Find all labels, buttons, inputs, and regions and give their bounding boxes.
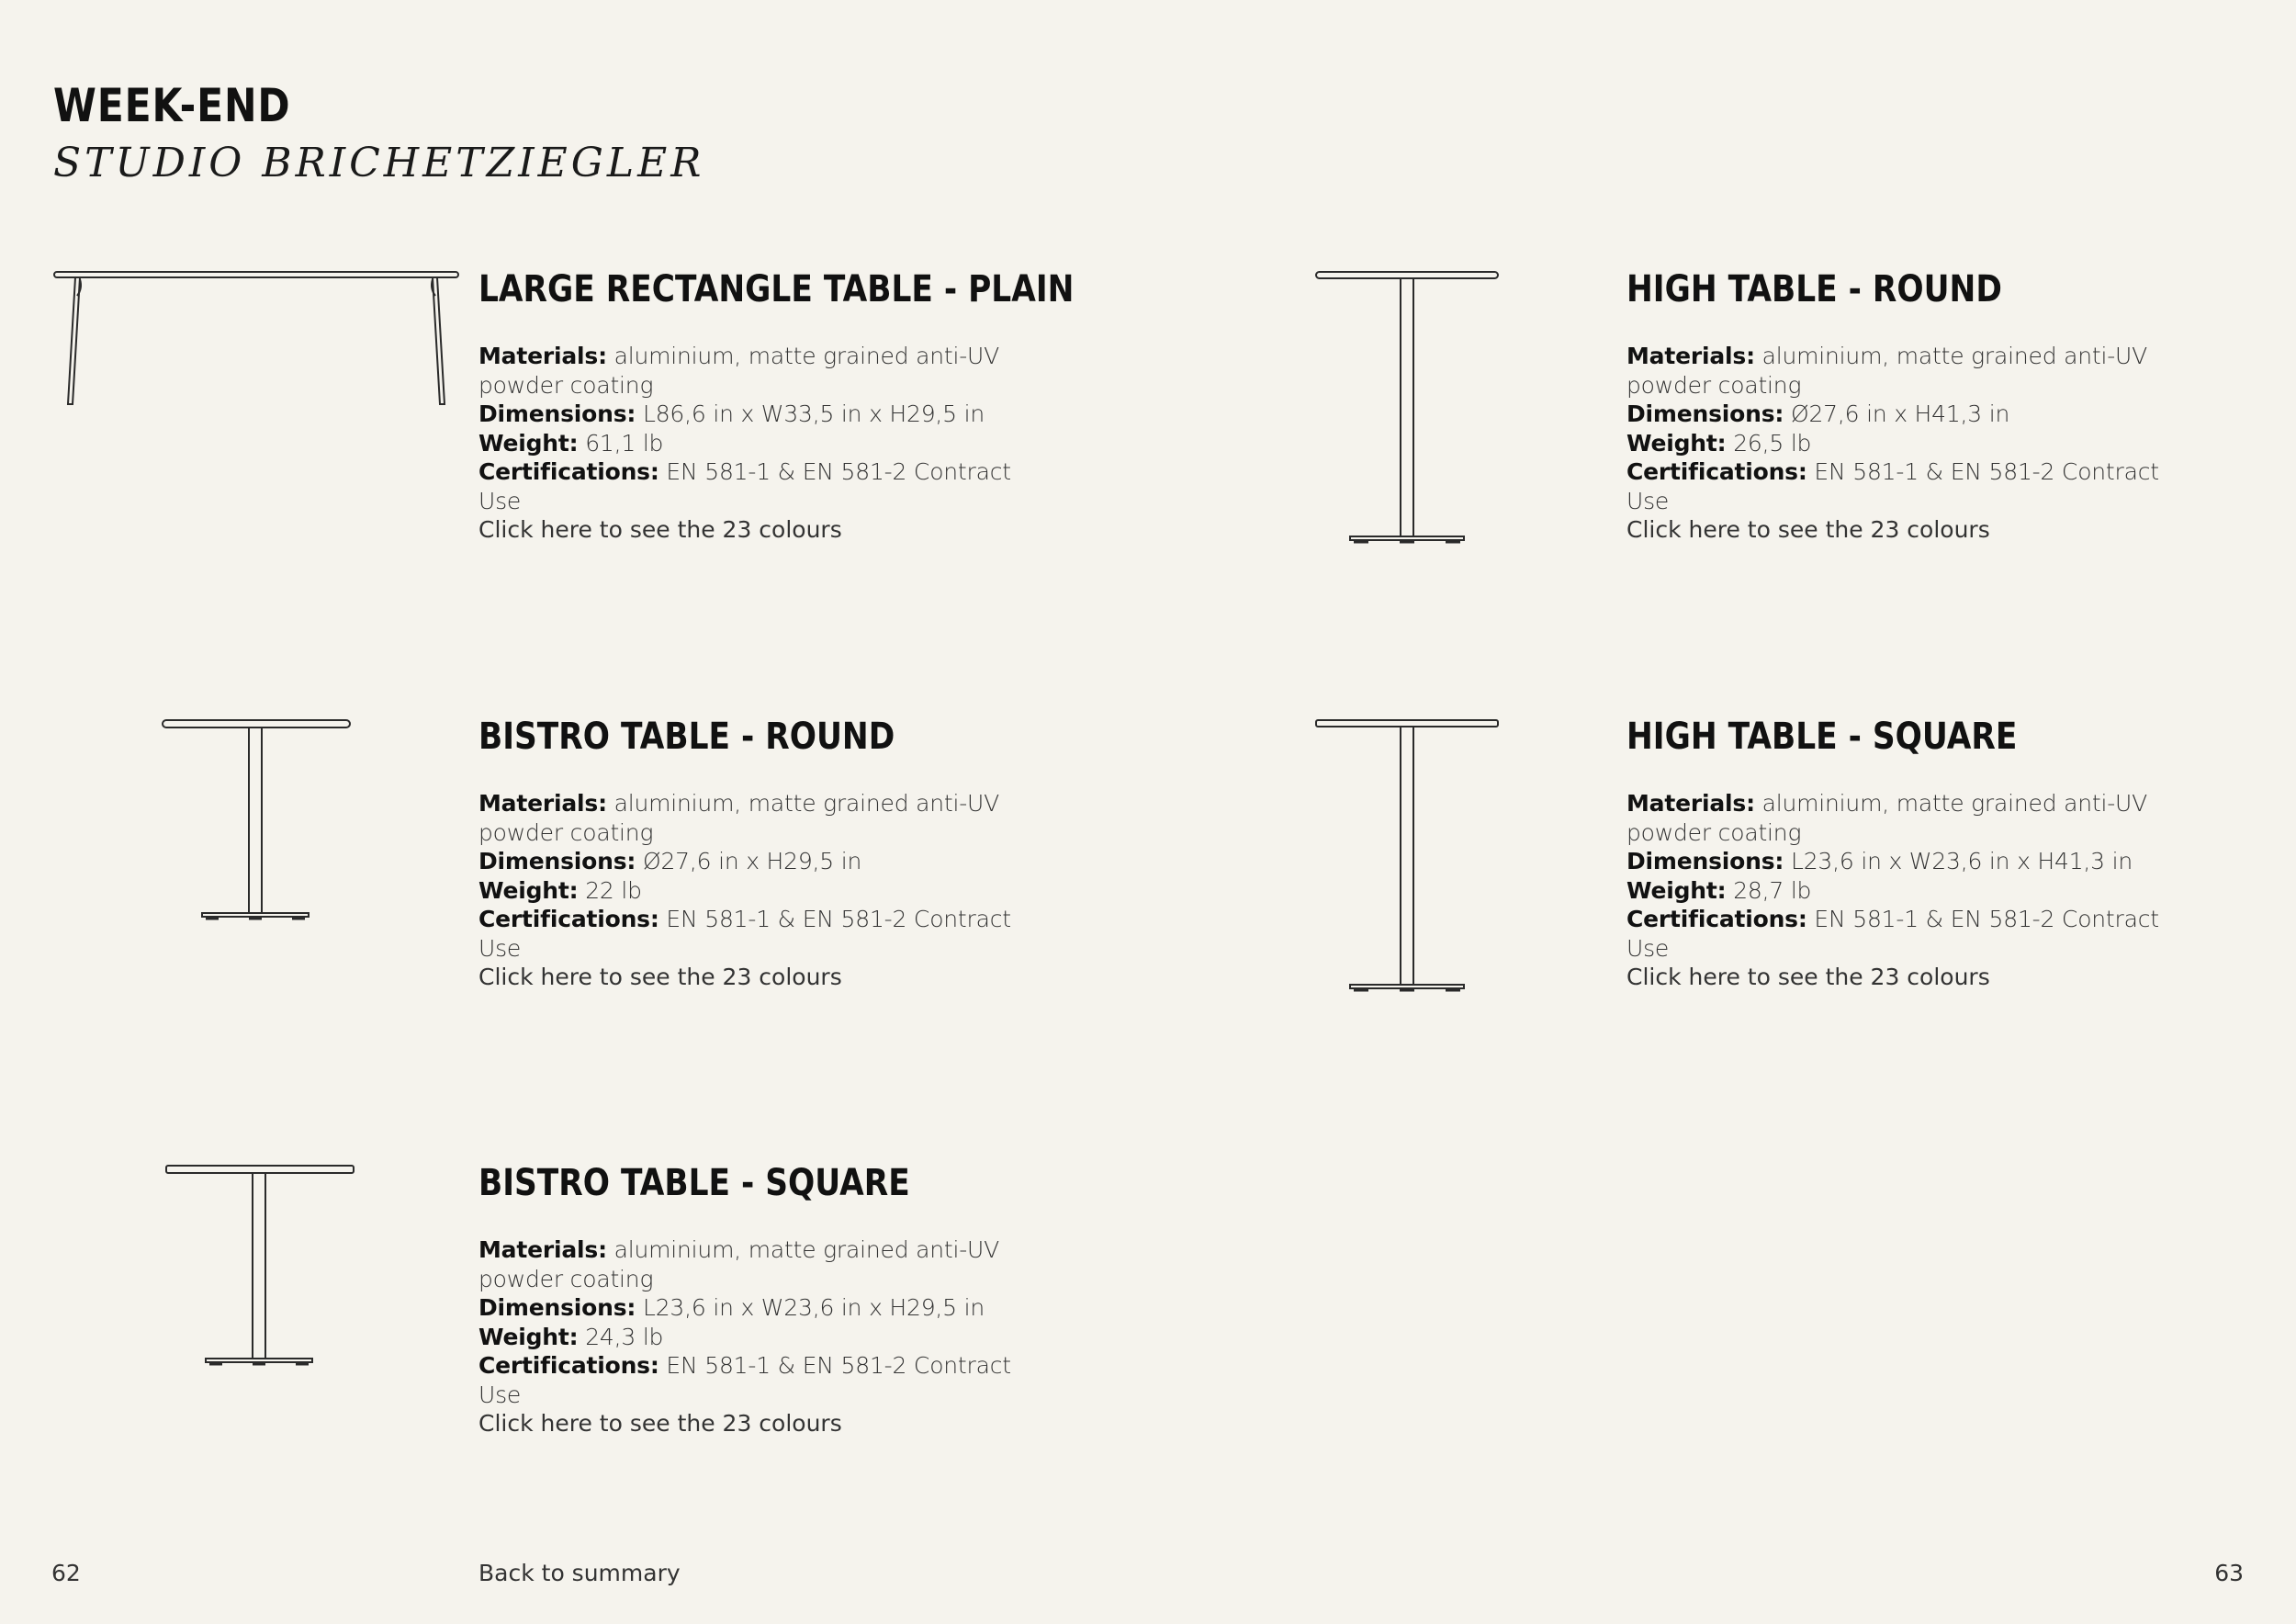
dimensions-label: Dimensions: [478, 1294, 636, 1321]
certifications-value: EN 581-1 & EN 581-2 Contract Use [478, 1352, 1011, 1408]
materials-row [478, 342, 1048, 400]
weight-label: Weight: [1626, 876, 1727, 904]
materials-value: aluminium, matte grained anti-UV powder coating [478, 1236, 1000, 1292]
certifications-label: Certifications: [478, 906, 659, 932]
weight-row [478, 429, 1048, 458]
dimensions-row [478, 847, 1048, 876]
dimensions-label: Dimensions: [478, 848, 636, 874]
product-bistro-table-square [478, 1162, 1048, 1438]
product-large-rectangle-table [478, 268, 1075, 545]
dimensions-value: L23,6 in x W23,6 in x H29,5 in [642, 1294, 985, 1321]
weight-value: 22 lb [585, 876, 642, 904]
weight-row [478, 1323, 1048, 1352]
materials-row [478, 1235, 1048, 1293]
dimensions-value: Ø27,6 in x H41,3 in [1790, 400, 2010, 427]
certifications-value: EN 581-1 & EN 581-2 Contract Use [478, 458, 1011, 514]
certifications-value: EN 581-1 & EN 581-2 Contract Use [1626, 906, 2159, 962]
dimensions-label: Dimensions: [1626, 400, 1784, 427]
certifications-row [478, 457, 1048, 515]
dimensions-row [478, 1293, 1048, 1323]
bistro-table-round-drawing [160, 716, 353, 928]
page-number-right: 63 [2214, 1560, 2244, 1586]
certifications-row [1626, 457, 2196, 515]
materials-label: Materials: [1626, 343, 1755, 369]
weight-value: 28,7 lb [1733, 876, 1812, 904]
colours-link[interactable]: Click here to see the 23 colours [1626, 516, 1990, 543]
back-to-summary-link[interactable]: Back to summary [478, 1560, 681, 1586]
certifications-row [478, 905, 1048, 963]
dimensions-label: Dimensions: [478, 400, 636, 427]
dimensions-label: Dimensions: [1626, 848, 1784, 874]
weight-label: Weight: [478, 1323, 579, 1350]
weight-value: 26,5 lb [1733, 429, 1812, 457]
certifications-label: Certifications: [1626, 906, 1807, 932]
certifications-value: EN 581-1 & EN 581-2 Contract Use [478, 906, 1011, 962]
weight-label: Weight: [1626, 429, 1727, 457]
designer-name: STUDIO BRICHETZIEGLER [53, 140, 705, 186]
weight-row [1626, 876, 2196, 906]
product-high-table-square [1626, 716, 2196, 992]
bistro-table-square-drawing [163, 1162, 356, 1373]
weight-label: Weight: [478, 429, 579, 457]
materials-row [1626, 342, 2196, 400]
weight-value: 61,1 lb [585, 429, 664, 457]
certifications-row [478, 1351, 1048, 1409]
dimensions-value: L23,6 in x W23,6 in x H41,3 in [1790, 848, 2133, 874]
large-rectangle-table-drawing [51, 268, 461, 408]
materials-label: Materials: [478, 343, 607, 369]
colours-link[interactable]: Click here to see the 23 colours [478, 964, 842, 990]
certifications-label: Certifications: [478, 458, 659, 485]
product-title: HIGH TABLE - ROUND [1626, 268, 2002, 310]
dimensions-value: Ø27,6 in x H29,5 in [642, 848, 862, 874]
weight-value: 24,3 lb [585, 1323, 664, 1350]
page-number-left: 62 [51, 1560, 81, 1586]
product-title: BISTRO TABLE - SQUARE [478, 1162, 910, 1204]
materials-value: aluminium, matte grained anti-UV powder coating [478, 790, 1000, 846]
colours-link[interactable]: Click here to see the 23 colours [478, 1410, 842, 1437]
dimensions-row [478, 400, 1048, 429]
certifications-row [1626, 905, 2196, 963]
high-table-round-drawing [1313, 268, 1501, 551]
product-title: BISTRO TABLE - ROUND [478, 716, 895, 758]
materials-value: aluminium, matte grained anti-UV powder coating [1626, 343, 2148, 399]
colours-link[interactable]: Click here to see the 23 colours [478, 516, 842, 543]
materials-value: aluminium, matte grained anti-UV powder coating [1626, 790, 2148, 846]
materials-label: Materials: [1626, 790, 1755, 817]
materials-value: aluminium, matte grained anti-UV powder coating [478, 343, 1000, 399]
dimensions-row [1626, 400, 2196, 429]
product-bistro-table-round [478, 716, 1048, 992]
dimensions-row [1626, 847, 2196, 876]
product-title: HIGH TABLE - SQUARE [1626, 716, 2018, 758]
certifications-value: EN 581-1 & EN 581-2 Contract Use [1626, 458, 2159, 514]
high-table-square-drawing [1313, 716, 1501, 999]
materials-label: Materials: [478, 790, 607, 817]
product-title: LARGE RECTANGLE TABLE - PLAIN [478, 268, 1075, 310]
product-high-table-round [1626, 268, 2196, 545]
weight-row [1626, 429, 2196, 458]
weight-row [478, 876, 1048, 906]
weight-label: Weight: [478, 876, 579, 904]
materials-row [1626, 789, 2196, 847]
colours-link[interactable]: Click here to see the 23 colours [1626, 964, 1990, 990]
dimensions-value: L86,6 in x W33,5 in x H29,5 in [642, 400, 985, 427]
certifications-label: Certifications: [1626, 458, 1807, 485]
materials-label: Materials: [478, 1236, 607, 1263]
collection-title: WEEK-END [53, 79, 291, 132]
materials-row [478, 789, 1048, 847]
certifications-label: Certifications: [478, 1352, 659, 1379]
